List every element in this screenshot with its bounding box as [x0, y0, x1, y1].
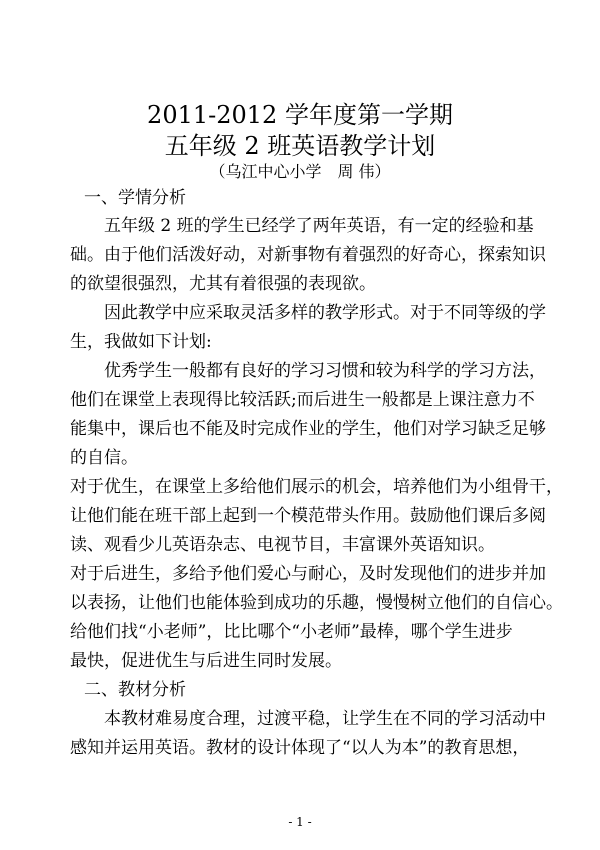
- paragraph-line: 以表扬，让他们也能体验到成功的乐趣，慢慢树立他们的自信心。: [70, 593, 563, 613]
- paragraph-line: 让他们能在班干部上起到一个模范带头作用。鼓励他们课后多阅: [70, 506, 546, 526]
- page-number: - 1 -: [288, 815, 312, 829]
- paragraph-line: 对于优生，在课堂上多给他们展示的机会，培养他们为小组骨干，: [70, 477, 563, 497]
- paragraph-line: 生，我做如下计划:: [70, 332, 212, 352]
- paragraph-line: 能集中，课后也不能及时完成作业的学生，他们对学习缺乏足够: [70, 419, 546, 439]
- paragraph-line: 本教材难易度合理，过渡平稳，让学生在不同的学习活动中: [104, 709, 546, 729]
- paragraph-line: 础。由于他们活泼好动，对新事物有着强烈的好奇心，探索知识: [70, 245, 546, 265]
- paragraph-line: 给他们找“小老师”，比比哪个“小老师”最棒，哪个学生进步: [70, 622, 513, 642]
- section-heading-textbook-analysis: 二、教材分析: [84, 680, 186, 700]
- document-title-line2: 五年级 2 班英语教学计划: [164, 132, 436, 160]
- paragraph-line: 读、观看少儿英语杂志、电视节目，丰富课外英语知识。: [70, 535, 495, 555]
- section-heading-student-analysis: 一、学情分析: [84, 188, 186, 208]
- paragraph-line: 对于后进生，多给予他们爱心与耐心，及时发现他们的进步并加: [70, 564, 546, 584]
- paragraph-line: 五年级 2 班的学生已经学了两年英语，有一定的经验和基: [104, 216, 534, 236]
- paragraph-line: 最快，促进优生与后进生同时发展。: [70, 651, 342, 671]
- paragraph-line: 感知并运用英语。教材的设计体现了“以人为本”的教育思想，: [70, 738, 530, 758]
- paragraph-line: 优秀学生一般都有良好的学习习惯和较为科学的学习方法，: [104, 361, 546, 381]
- paragraph-line: 的自信。: [70, 448, 138, 468]
- paragraph-line: 他们在课堂上表现得比较活跃;而后进生一般都是上课注意力不: [70, 390, 535, 410]
- paragraph-line: 的欲望很强烈，尤其有着很强的表现欲。: [70, 274, 376, 294]
- document-title-line1: 2011-2012 学年度第一学期: [147, 101, 453, 129]
- paragraph-line: 因此教学中应采取灵活多样的教学形式。对于不同等级的学: [104, 303, 546, 323]
- document-author: （乌江中心小学 周 伟）: [209, 162, 391, 181]
